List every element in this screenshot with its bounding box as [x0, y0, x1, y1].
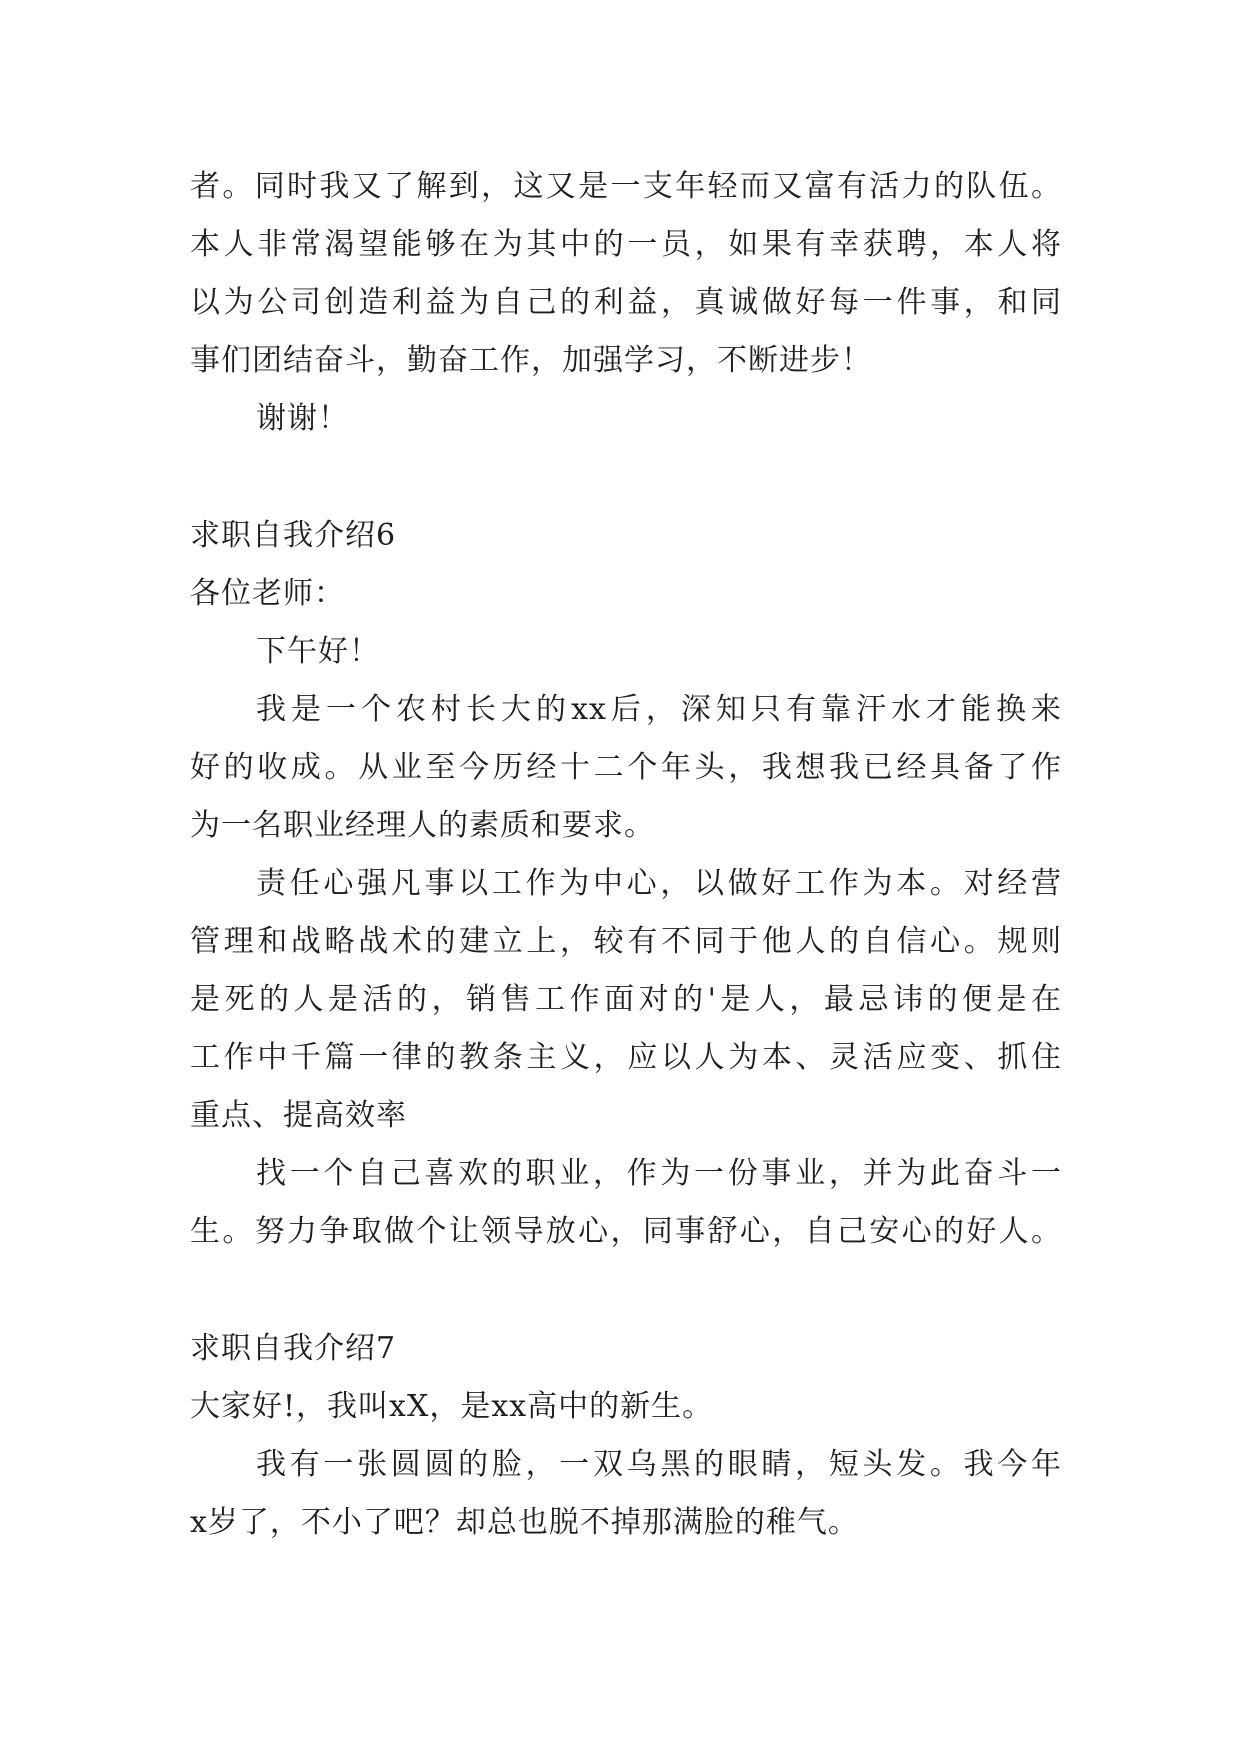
paragraph-line: 工作中千篇一律的教条主义，应以人为本、灵活应变、抓住 [190, 1040, 1062, 1075]
section-heading: 求职自我介绍6 [190, 518, 397, 553]
section-heading: 求职自我介绍7 [190, 1331, 397, 1366]
paragraph-line: 本人非常渴望能够在为其中的一员，如果有幸获聘，本人将 [190, 227, 1062, 262]
greeting: 下午好！ [256, 634, 380, 669]
paragraph-line: 管理和战略战术的建立上，较有不同于他人的自信心。规则 [190, 924, 1062, 959]
paragraph-line: 以为公司创造利益为自己的利益，真诚做好每一件事，和同 [190, 285, 1062, 320]
salutation: 各位老师： [190, 576, 345, 611]
closing-thanks: 谢谢！ [256, 401, 349, 436]
paragraph-line: 事们团结奋斗，勤奋工作，加强学习，不断进步！ [190, 343, 872, 378]
paragraph-line: 为一名职业经理人的素质和要求。 [190, 808, 655, 843]
paragraph-line: 重点、提高效率 [190, 1098, 407, 1133]
paragraph-line: 生。努力争取做个让领导放心，同事舒心，自己安心的好人。 [190, 1214, 1062, 1249]
paragraph-line: 者。同时我又了解到，这又是一支年轻而又富有活力的队伍。 [190, 169, 1062, 204]
paragraph-line: 我是一个农村长大的xx后，深知只有靠汗水才能换来 [256, 692, 1062, 727]
paragraph-line: 我有一张圆圆的脸，一双乌黑的眼睛，短头发。我今年 [256, 1447, 1062, 1482]
paragraph-line: x岁了，不小了吧？却总也脱不掉那满脸的稚气。 [190, 1505, 859, 1540]
paragraph-line: 好的收成。从业至今历经十二个年头，我想我已经具备了作 [190, 750, 1062, 785]
paragraph-line: 责任心强凡事以工作为中心，以做好工作为本。对经营 [256, 866, 1062, 901]
paragraph-line: 大家好!，我叫xX，是xx高中的新生。 [190, 1389, 714, 1424]
paragraph-line: 找一个自己喜欢的职业，作为一份事业，并为此奋斗一 [256, 1156, 1062, 1191]
paragraph-line: 是死的人是活的，销售工作面对的'是人，最忌讳的便是在 [190, 982, 1062, 1017]
